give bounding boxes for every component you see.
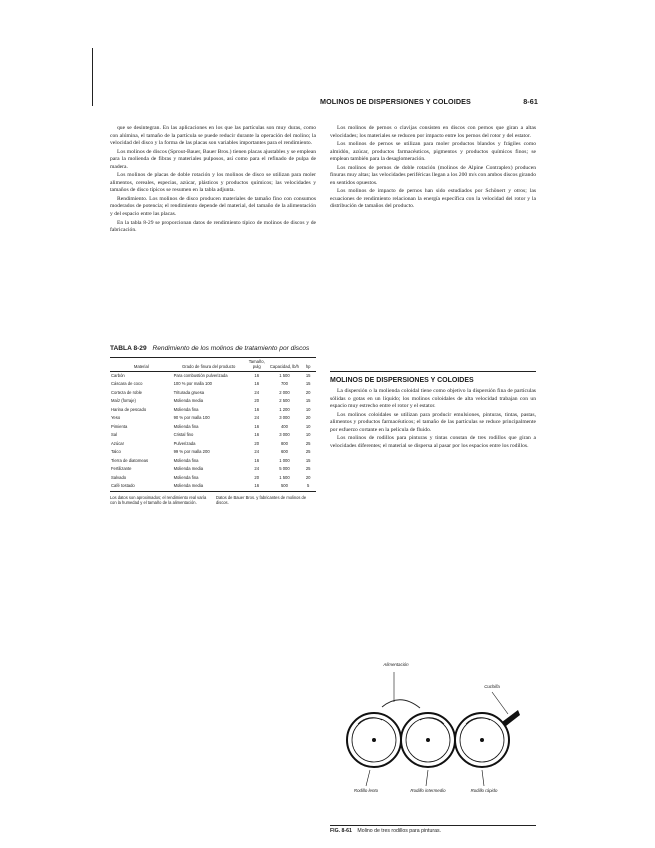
table-cell: Triturada gruesa: [173, 389, 205, 395]
section-paragraph: La dispersión o la molienda coloidal tiene como objetivo la dispersión fina de partículas sólidas o gotas en un líquido; los molinos coloidales de alta velocidad trabajan con un espacio muy estrecho entre el rotor y el estator.: [330, 388, 536, 410]
table-cell: Corteza de roble: [111, 389, 142, 395]
table-cell: 20: [305, 474, 311, 480]
table-cell: Carbón: [111, 372, 125, 378]
table-cell: 15: [305, 398, 311, 403]
table-cell: 2 000: [279, 389, 290, 395]
table-cell: 20: [254, 474, 260, 480]
table-cell: 16: [254, 457, 260, 463]
table-header-row: [110, 358, 316, 372]
table-cell: Molienda fina: [173, 406, 199, 412]
table-cell: 100 % por malla 100: [173, 381, 212, 386]
table-row: [110, 483, 316, 492]
table-cell: 25: [305, 449, 311, 454]
left-column: [110, 125, 316, 330]
table-header: Material: [110, 358, 173, 372]
table-row: [110, 423, 316, 432]
left-paragraph: que se desintegran. En las aplicaciones en los que las partículas son muy duras, como con alúmina, el tamaño de la partícula se puede reducir durante la operación del molino; la velocidad del disco y la forma de las placas son variables importantes para el rendimiento.: [110, 125, 316, 147]
table-header: hp: [300, 358, 316, 372]
running-head-title: MOLINOS DE DISPERSIONES Y COLOIDES: [320, 97, 471, 106]
table-header: Grado de finura del producto: [173, 358, 245, 372]
table-row: [110, 474, 316, 483]
table-row: [110, 440, 316, 449]
page-number: 8-61: [523, 97, 538, 106]
table-cell: 700: [280, 381, 288, 386]
table-cell: Para combustión pulverizada: [173, 372, 228, 378]
figure-caption-text: Molino de tres rodillos para pinturas.: [357, 828, 441, 834]
table-cell: 1 200: [279, 406, 290, 412]
table-cell: 16: [254, 432, 260, 437]
running-head: [320, 97, 538, 111]
table-cell: 3 000: [279, 415, 290, 420]
table-body: [110, 372, 316, 492]
table-cell: 15: [305, 372, 311, 378]
table-cell: 400: [280, 423, 288, 429]
table-cell: 20: [305, 415, 311, 420]
table-cell: 15: [305, 457, 311, 463]
table-cell: 16: [254, 381, 260, 386]
right-paragraph: Los molinos de impacto de pernos han sido estudiados por Schönert y otros; las ecuaciones de rendimiento relacionan la energía específica con la velocidad del rotor y la distribución de tamaños del producto.: [330, 188, 536, 210]
figure-label: FIG. 8-61: [330, 828, 352, 834]
table-cell: 5 000: [279, 466, 290, 471]
section-paragraph: Los molinos de rodillos para pinturas y tintas constan de tres rodillos que giran a velocidades diferentes; el material se dispersa al pasar por los espacios entre los rodillos.: [330, 435, 536, 449]
table-row: [110, 381, 316, 390]
feed-label: Alimentación: [383, 662, 409, 667]
margin-rule: [92, 48, 93, 106]
table-row: [110, 406, 316, 415]
table-cell: 10: [305, 423, 311, 429]
table-cell: 1 000: [279, 457, 290, 463]
table-cell: Molienda fina: [173, 474, 199, 480]
table-row: [110, 432, 316, 441]
left-paragraph: Los molinos de discos (Sprout-Bauer, Bauer Bros.) tienen placas ajustables y se emplean para la molienda de fibras y materiales pulposos, así como para el refinado de pulpa de madera.: [110, 148, 316, 170]
table-cell: Pimienta: [111, 423, 128, 429]
table-cell: Salvado: [111, 474, 127, 480]
table-cell: Fertilizante: [111, 466, 132, 471]
table-cell: 16: [254, 406, 260, 412]
table-cell: Pulverizada: [173, 440, 196, 446]
table-cell: 99 % por malla 200: [173, 449, 210, 454]
three-roll-mill-drawing: [342, 612, 522, 812]
table-cell: Café tostado: [110, 483, 173, 492]
table-cell: 15: [305, 381, 311, 386]
table-row: [110, 466, 316, 475]
table-cell: 1 500: [279, 474, 290, 480]
fast-roll-label: Rodillo rápido: [470, 788, 498, 793]
table-row: [110, 389, 316, 398]
table-cell: Cáscara de coco: [111, 381, 143, 386]
blade-label: Cuchilla: [484, 684, 500, 689]
right-column-top: [330, 125, 536, 363]
table-header: Capacidad, lb/h: [269, 358, 301, 372]
table-cell: Sal: [111, 432, 118, 437]
table-cell: 24: [254, 389, 260, 395]
table-cell: 10: [305, 432, 311, 437]
table-cell: 3 000: [279, 432, 290, 437]
right-paragraph: Los molinos de pernos se utilizan para moler productos blandos y frágiles como almidón, azúcar, productos farmacéuticos, pigmentos y productos químicos finos; se emplean también para la desaglomeración.: [330, 141, 536, 163]
table-cell: Talco: [111, 449, 121, 454]
table-note: Datos de Bauer Bros. y fabricantes de molinos de discos.: [216, 495, 307, 505]
table-cell: 10: [305, 406, 311, 412]
right-paragraph: Los molinos de pernos o clavijas consisten en discos con pernos que giran a altas velocidades; los materiales se reducen por impacto entre los pernos del rotor y del estator.: [330, 125, 536, 139]
table-cell: Molienda media: [173, 466, 204, 471]
table-cell: 24: [254, 449, 260, 454]
table-cell: 16: [254, 372, 260, 378]
table-row: [110, 415, 316, 424]
table-cell: 800: [280, 440, 288, 446]
table-cell: 20: [254, 440, 260, 446]
table-row: [110, 449, 316, 458]
section-paragraph: Los molinos coloidales se utilizan para producir emulsiones, pinturas, tintas, pastas, alimentos y productos farmacéuticos; el tamaño de las partículas se reduce principalmente por esfuerzo cortante en la película de fluido.: [330, 411, 536, 433]
feed-material: [382, 700, 420, 708]
figure-caption: [330, 825, 536, 835]
table-notes: [110, 495, 316, 505]
right-paragraph: Los molinos de pernos de doble rotación (molinos de Alpine Contraplex) producen finuras muy altas; las velocidades periféricas llegan a los 200 m/s con ambos discos girando en sentidos opuestos.: [330, 164, 536, 186]
table-cell: Molienda fina: [173, 457, 199, 463]
table-row: [110, 398, 316, 407]
table-cell: 2 500: [279, 398, 290, 403]
table-cell: 16: [245, 483, 269, 492]
three-roll-mill-figure: [342, 612, 522, 812]
table-cell: Tierra de diatomeas: [111, 457, 149, 463]
left-paragraph: Los molinos de placas de doble rotación y los molinos de disco se utilizan para moler alimentos, cereales, especias, azúcar, plásticos y productos químicos; las velocidades y tamaños de disco típicos se resumen en la tabla adjunta.: [110, 172, 316, 194]
table-cell: 24: [254, 415, 260, 420]
table-cell: Molienda media: [173, 483, 245, 492]
section-body: [330, 388, 536, 568]
table-cell: Azúcar: [111, 440, 125, 446]
table-cell: 16: [254, 423, 260, 429]
table-cell: 25: [305, 440, 311, 446]
table-cell: Molienda media: [173, 398, 204, 403]
table-cell: Harina de pescado: [111, 406, 147, 412]
table-row: [110, 457, 316, 466]
table-cell: Molienda fina: [173, 423, 199, 429]
table-cell: 5: [300, 483, 316, 492]
table-label: TABLA 8-29: [110, 345, 147, 352]
table-note: Los datos son aproximados; el rendimiento real varía con la humedad y el tamaño de la alimentación.: [110, 495, 207, 505]
table-title: Rendimiento de los molinos de tratamiento por discos: [152, 345, 310, 352]
table-cell: 600: [280, 449, 288, 454]
table-caption: [110, 345, 316, 353]
table-cell: 24: [254, 466, 260, 471]
left-paragraph: En la tabla 8-29 se proporcionan datos de rendimiento típico de molinos de discos y de fabricación.: [110, 219, 316, 234]
table-block: [110, 345, 316, 675]
table-cell: 500: [269, 483, 301, 492]
table-cell: 25: [305, 466, 311, 471]
left-paragraph: Rendimiento. Los molinos de disco producen materiales de tamaño fino con consumos moderados de potencia; el rendimiento depende del material, del tamaño de la alimentación y del espacio entre las placas.: [110, 195, 316, 218]
table-header: Tamaño, pulg: [245, 358, 269, 372]
table-cell: 20: [254, 398, 260, 403]
mills-table: [110, 357, 316, 492]
section-heading: MOLINOS DE DISPERSIONES Y COLOIDES: [330, 371, 536, 385]
table-cell: Yeso: [111, 415, 121, 420]
table-cell: 1 500: [279, 372, 290, 378]
table-row: [110, 372, 316, 381]
slow-roll-label: Rodillo lento: [353, 788, 379, 793]
blade: [502, 710, 520, 726]
table-cell: 90 % por malla 100: [173, 415, 210, 420]
table-cell: 20: [305, 389, 311, 395]
table-cell: Maíz (forraje): [111, 398, 136, 403]
table-cell: Cristal fino: [173, 432, 194, 437]
middle-roll-label: Rodillo intermedio: [410, 788, 446, 793]
